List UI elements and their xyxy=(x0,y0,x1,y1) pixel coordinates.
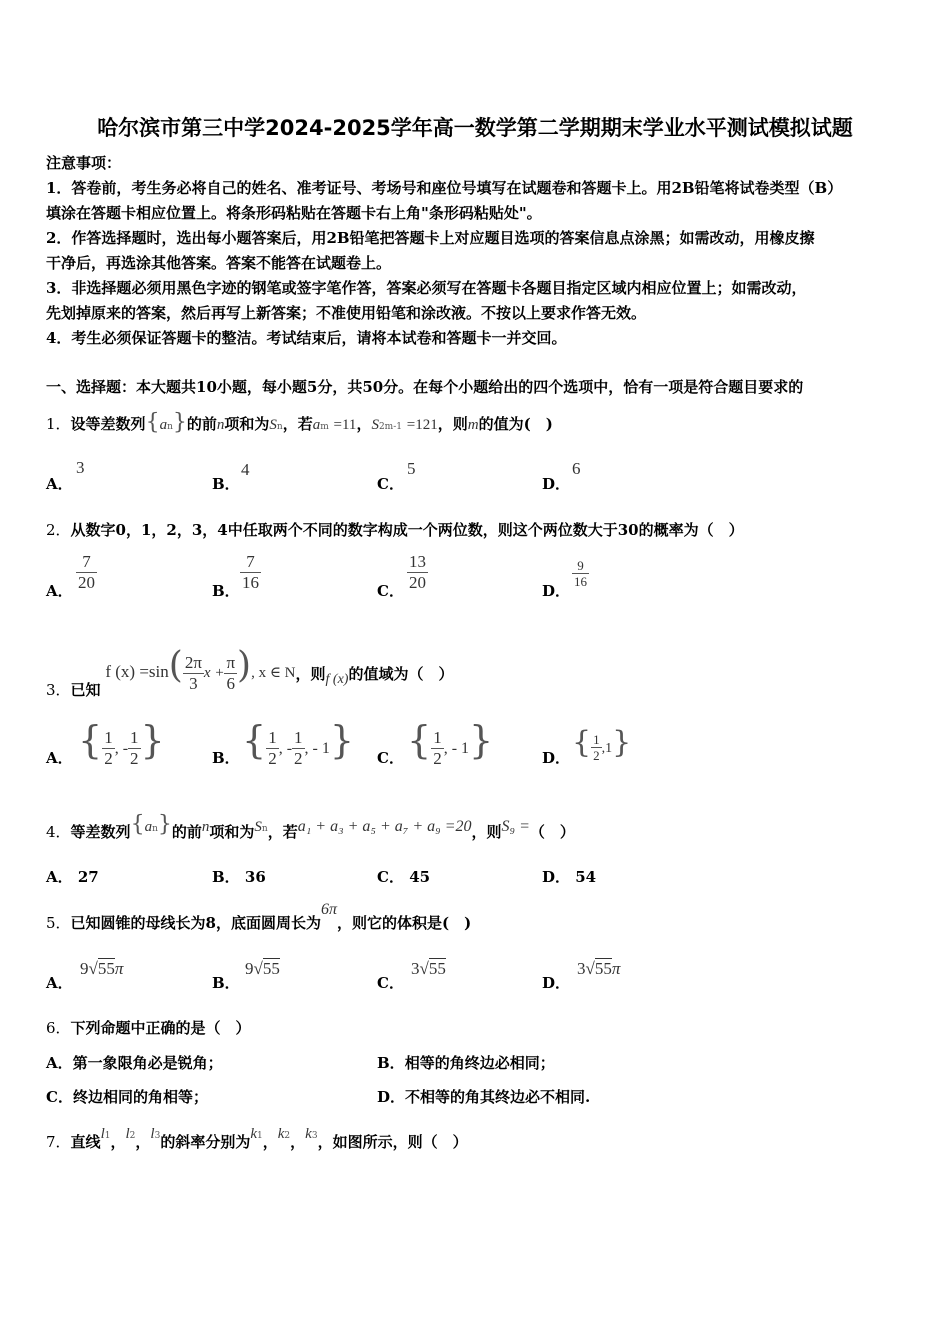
page-title: 哈尔滨市第三中学2024-2025学年高一数学第二学期期末学业水平测试模拟试题 xyxy=(97,116,853,140)
option-c: C．终边相同的角相等； xyxy=(46,1088,208,1106)
option-value: 3√55 xyxy=(411,959,446,978)
option-label: D． xyxy=(542,475,571,493)
question-3: 3．已知 f (x) =sin( $\frac{2\pi}{3}$ x + $\frac{\pi}{6}$ ), x ∈ N，则f (x)的值域为（ ） xyxy=(46,645,454,699)
question-number: 1． xyxy=(46,415,71,433)
option-value: 3 xyxy=(76,458,85,477)
option-value: { $\frac{1}{2}$ ,1} xyxy=(572,725,632,763)
option-label: A． xyxy=(46,475,73,493)
option-a: A．第一象限角必是锐角； xyxy=(46,1054,223,1072)
option-label: C． xyxy=(377,475,404,493)
fraction: $\frac{9}{16}$ xyxy=(574,558,587,589)
option-label: B． xyxy=(212,974,240,992)
section-heading: 一、选择题：本大题共10小题，每小题5分，共50分。在每个小题给出的四个选项中，恰有一项是符合题目要求的 xyxy=(46,378,804,396)
notice-heading: 注意事项： xyxy=(46,154,122,172)
question-1: 1．设等差数列{an}的前n项和为Sn，若am =11，S2m-1 =121，则m的值为( ) xyxy=(46,410,553,435)
notice-line-5: 3．非选择题必须用黑色字迹的钢笔或签字笔作答，答案必须写在答题卡各题目指定区域内相应位置上；如需改动， xyxy=(46,279,807,297)
option-b: B．相等的角终边必相同； xyxy=(377,1054,555,1072)
option-d: D．不相等的角其终边必不相同. xyxy=(377,1088,591,1106)
option-value: 6 xyxy=(572,459,581,478)
option-value: 3√55π xyxy=(577,959,621,978)
question-2: 2．从数字0，1，2，3，4中任取两个不同的数字构成一个两位数，则这个两位数大于30的概率为（ ） xyxy=(46,521,744,539)
option-label: D． xyxy=(542,749,571,767)
notice-line-2: 填涂在答题卡相应位置上。将条形码粘贴在答题卡右上角"条形码粘贴处"。 xyxy=(46,204,542,222)
notice-line-7: 4．考生必须保证答题卡的整洁。考试结束后，请将本试卷和答题卡一并交回。 xyxy=(46,329,567,347)
option-c: C． 45 xyxy=(377,868,431,886)
option-value: 5 xyxy=(407,459,416,478)
option-label: D． xyxy=(542,582,571,600)
option-label: B． xyxy=(212,749,240,767)
question-6: 6．下列命题中正确的是（ ） xyxy=(46,1019,251,1037)
option-value: 4 xyxy=(241,460,250,479)
option-label: A． xyxy=(46,749,73,767)
option-label: B． xyxy=(212,475,240,493)
question-7: 7．直线l1，l2，l3的斜率分别为k1，k2，k3，如图所示，则（ ） xyxy=(46,1126,468,1151)
option-label: D． xyxy=(542,974,571,992)
option-value: { $\frac{1}{2}$ , - 1} xyxy=(407,718,494,768)
fraction: $\frac{7}{20}$ xyxy=(78,552,95,592)
option-b: B． 36 xyxy=(212,868,266,886)
option-value: 9√55 xyxy=(245,959,280,978)
question-5: 5．已知圆锥的母线长为8，底面圆周长为6π，则它的体积是( ) xyxy=(46,901,472,932)
notice-line-4: 干净后，再选涂其他答案。答案不能答在试题卷上。 xyxy=(46,254,392,272)
option-label: A． xyxy=(46,974,73,992)
fraction: $\frac{7}{16}$ xyxy=(242,552,259,592)
option-a: A． 27 xyxy=(46,868,99,886)
option-label: C． xyxy=(377,749,404,767)
fraction: $\frac{13}{20}$ xyxy=(409,552,426,592)
notice-line-6: 先划掉原来的答案，然后再写上新答案；不准使用铅笔和涂改液。不按以上要求作答无效。 xyxy=(46,304,647,322)
question-4: 4．等差数列{an}的前n项和为Sn，若a₁ + a₃ + a₅ + a₇ + a₉ =20，则S₉ =（ ） xyxy=(46,812,575,841)
option-label: C． xyxy=(377,974,404,992)
option-label: C． xyxy=(377,582,404,600)
option-value: { $\frac{1}{2}$ , - $\frac{1}{2}$ , - 1} xyxy=(242,718,355,768)
option-label: A． xyxy=(46,582,73,600)
option-d: D． 54 xyxy=(542,868,597,886)
notice-line-1: 1．答卷前，考生务必将自己的姓名、准考证号、考场号和座位号填写在试题卷和答题卡上。用2B铅笔将试卷类型（B） xyxy=(46,179,843,197)
option-label: B． xyxy=(212,582,240,600)
option-value: { $\frac{1}{2}$ , - $\frac{1}{2}$ } xyxy=(78,718,165,768)
option-value: 9√55π xyxy=(80,959,124,978)
notice-line-3: 2．作答选择题时，选出每小题答案后，用2B铅笔把答题卡上对应题目选项的答案信息点涂黑；如需改动，用橡皮擦 xyxy=(46,229,815,247)
